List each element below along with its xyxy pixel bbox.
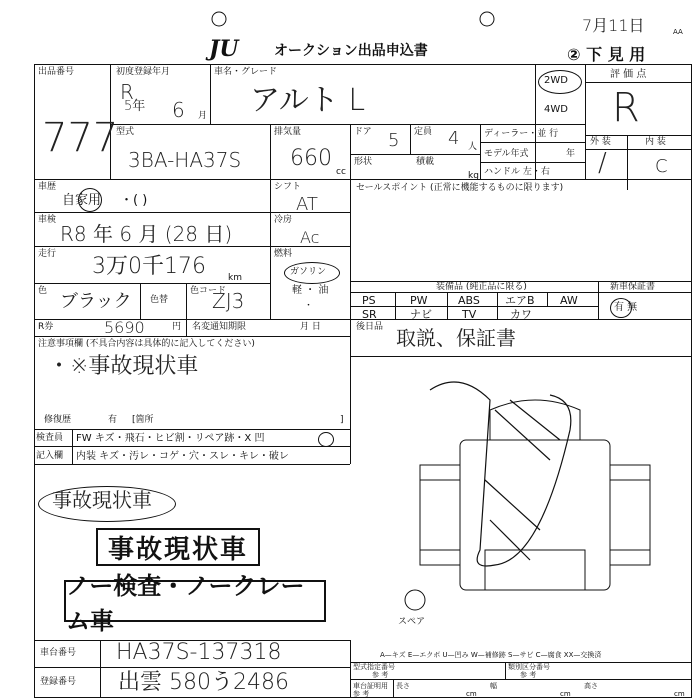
form-title: オークション出品申込書 — [274, 43, 428, 59]
inspection-label: 車検 — [38, 215, 57, 225]
r-fee-value: 5690 — [104, 318, 145, 337]
punch-hole — [480, 12, 494, 26]
load-unit: kg — [468, 171, 479, 181]
header-logo: JU — [209, 36, 239, 62]
post-install-label: 後日品 — [356, 322, 384, 332]
color-no-label: 色替 — [150, 295, 169, 305]
dealer-label: ディーラー・並 行 — [484, 129, 559, 139]
car-type-paren: ・( ) — [120, 193, 148, 208]
stamp-no-claim: ノー検査・ノークレーム車 — [64, 580, 326, 622]
handle-label: ハンドル 左・右 — [484, 167, 550, 177]
date-suffix: AA — [673, 28, 683, 36]
month-unit: 月 — [198, 111, 208, 121]
width-unit: cm — [560, 690, 571, 698]
fuel-value: ガソリン — [290, 267, 327, 277]
color-label: 色 — [38, 286, 48, 296]
length-label: 長さ — [396, 682, 410, 690]
r-fee-unit: 円 — [172, 322, 182, 332]
chassis-label: 車台番号 — [40, 648, 77, 658]
door-value: 5 — [388, 130, 400, 151]
seat-label: 定員 — [414, 127, 433, 137]
r-fee-label: R券 — [38, 322, 54, 332]
notes-value: ・※事故現状車 — [48, 354, 199, 379]
drive-2wd: 2WD — [544, 75, 568, 86]
exterior-value: / — [598, 148, 607, 178]
color-code-label: 色コード — [190, 286, 227, 296]
damage-scribble — [430, 382, 571, 566]
score-label: 評 価 点 — [610, 69, 647, 80]
exterior-label: 外 装 — [590, 137, 611, 147]
equip-ps: PS — [362, 294, 376, 307]
door-label: ドア — [354, 127, 372, 137]
equip-tv: TV — [462, 308, 477, 321]
score-value: R — [612, 85, 640, 131]
reg-value: 出雲 580う2486 — [118, 670, 289, 695]
ac-label: 冷房 — [274, 215, 293, 225]
equip-aw: AW — [560, 294, 578, 307]
warranty-label: 新車保証書 — [610, 282, 656, 292]
first-reg-month: 6 — [172, 98, 185, 122]
height-unit: cm — [674, 690, 685, 698]
spare-label: スペア — [398, 617, 426, 627]
color-value: ブラック — [60, 291, 132, 312]
sales-point-label: セールスポイント (正常に機能するものに限ります) — [356, 183, 564, 193]
type-ref-label: 参 考 — [372, 671, 389, 679]
car-name-label: 車名・グレード — [214, 67, 278, 77]
model-label: 型式 — [116, 127, 135, 137]
length-unit: cm — [466, 690, 477, 698]
equip-abs: ABS — [458, 294, 480, 307]
width-label: 幅 — [490, 682, 497, 690]
inspection-value: R8 年 6 月 (28 日) — [60, 222, 233, 246]
shape-label: 形状 — [354, 157, 373, 167]
equip-leather: カワ — [510, 308, 532, 321]
car-name-value: アルト L — [250, 83, 366, 118]
stamp-accident-car: 事故現状車 — [96, 528, 260, 566]
chassis-value: HA37S-137318 — [116, 640, 282, 665]
seat-unit: 人 — [468, 142, 478, 152]
entry-row: 内装 キズ・汚レ・コゲ・穴・スレ・キレ・破レ — [76, 451, 289, 462]
post-install-value: 取説、保証書 — [396, 326, 516, 350]
inspector-label: 検査員 — [36, 433, 64, 443]
cert-ref-label: 参 考 — [353, 690, 370, 698]
repair-place: [箇所 — [132, 415, 154, 425]
type-no-label: 型式指定番号 — [353, 663, 395, 671]
fuel-label: 燃料 — [274, 249, 293, 259]
reg-label: 登録番号 — [40, 677, 77, 687]
car-hood — [485, 550, 585, 590]
date-handwritten: 7月11日 — [582, 16, 645, 35]
class-no-label: 類別区分番号 — [508, 663, 550, 671]
displacement-value: 660 — [290, 146, 332, 171]
equip-pw: PW — [410, 294, 428, 307]
displacement-label: 排気量 — [274, 127, 302, 137]
equip-airbag: エアB — [505, 294, 535, 307]
year-unit: 年 — [566, 149, 576, 159]
model-value: 3BA-HA37S — [128, 148, 242, 172]
lot-value: 777 — [42, 115, 119, 161]
fuel-other2: ・ — [304, 301, 314, 311]
ac-value: Ac — [300, 228, 320, 247]
color-code-value: ZJ3 — [212, 289, 245, 313]
repair-label: 修復歴 — [44, 415, 72, 425]
repair-bracket-end: ] — [340, 415, 344, 425]
equip-sr: SR — [362, 308, 377, 321]
warranty-value: 有 無 — [614, 302, 638, 313]
x-mark-circle — [318, 432, 334, 447]
name-change-tail: 月 日 — [300, 322, 321, 332]
cert-label: 車台証明用 — [353, 682, 388, 690]
copy-label: ② 下 見 用 — [567, 45, 646, 64]
name-change-label: 名変通知期限 — [192, 322, 247, 332]
inspector-row: FW キズ・飛石・ヒビ割・リペア跡・X 凹 — [76, 433, 265, 444]
handwritten-note: 事故現状車 — [52, 488, 152, 512]
model-year-label: モデル年式 — [484, 149, 529, 159]
punch-hole — [212, 12, 226, 26]
shift-value: AT — [296, 194, 318, 215]
height-label: 高さ — [584, 682, 598, 690]
mileage-value: 3万0千176 — [92, 254, 206, 279]
class-ref-label: 参 考 — [520, 671, 537, 679]
seat-value: 4 — [448, 128, 460, 149]
car-damage-diagram — [400, 370, 660, 630]
interior-value: C — [655, 156, 668, 177]
entry-label: 記入欄 — [36, 451, 64, 461]
repair-have: 有 — [108, 415, 118, 425]
displacement-unit: cc — [336, 167, 346, 177]
interior-label: 内 装 — [645, 137, 666, 147]
shift-label: シフト — [274, 182, 302, 192]
notes-label: 注意事項欄 (不具合内容は具体的に記入してください) — [38, 339, 255, 349]
spare-tire-icon — [405, 590, 425, 610]
drive-4wd: 4WD — [544, 104, 568, 115]
mileage-unit: km — [228, 273, 242, 283]
first-reg-label: 初度登録年月 — [116, 67, 171, 77]
mileage-label: 走行 — [38, 249, 57, 259]
first-reg-era: R — [120, 80, 134, 104]
equip-navi: ナビ — [410, 308, 432, 321]
first-reg-year: 5年 — [124, 99, 146, 114]
damage-legend: A—キズ E—エクボ U—凹み W—補修跡 S—サビ C—腐食 XX—交換済 — [380, 651, 602, 659]
car-type-value: 自家用 — [62, 193, 102, 208]
load-label: 積載 — [416, 157, 435, 167]
car-type-label: 車歴 — [38, 182, 57, 192]
lot-label: 出品番号 — [38, 67, 75, 77]
equipment-label: 装備品 (純正品に限る) — [436, 282, 527, 292]
fuel-other: 軽 ・ 油 — [292, 285, 329, 296]
